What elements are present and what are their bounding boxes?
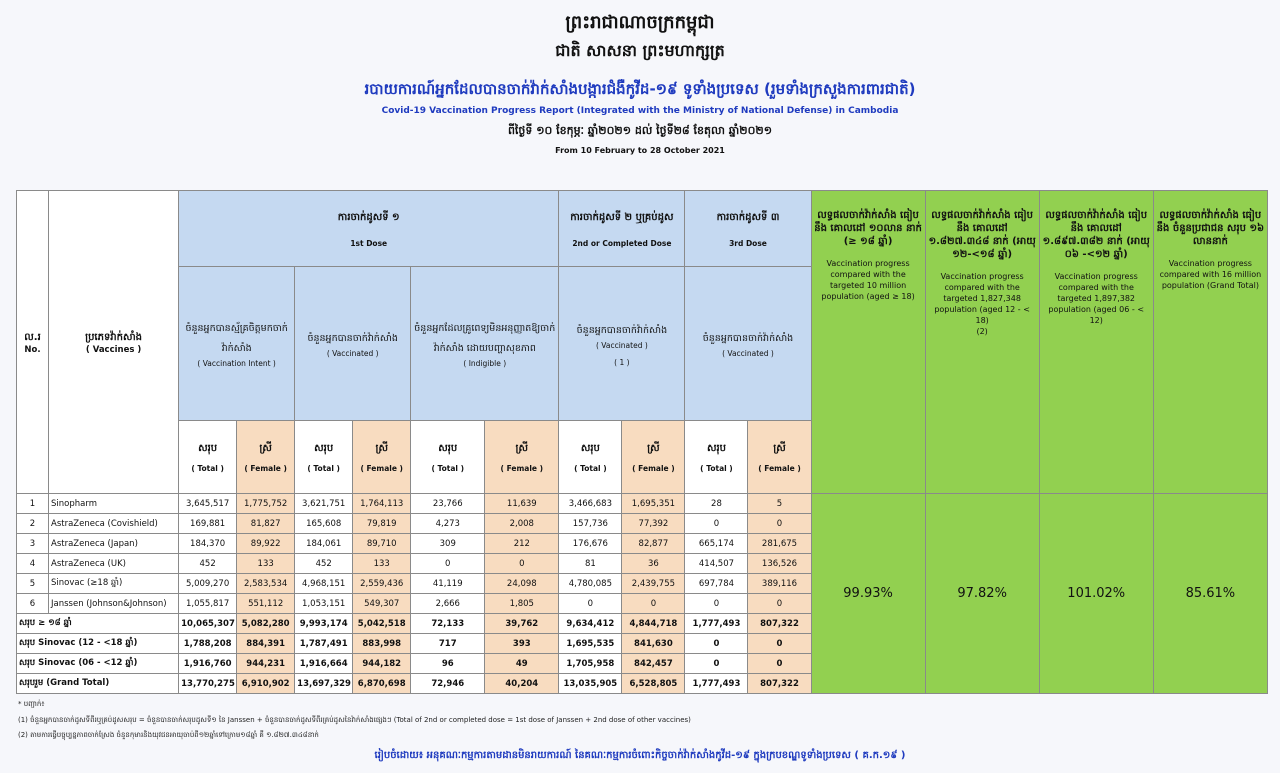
total-cell: 1,777,493 bbox=[685, 614, 748, 634]
intent-header: ចំនួនអ្នកបានស្ម័គ្រចិត្តមកចាក់វ៉ាក់សាំង ( Vaccination Intent ) bbox=[179, 267, 295, 421]
female-cell: 393 bbox=[485, 634, 559, 654]
female-cell: 841,630 bbox=[622, 634, 685, 654]
total-cell: 72,133 bbox=[411, 614, 485, 634]
total-cell: 1,705,958 bbox=[559, 654, 622, 674]
total-cell: 2,666 bbox=[411, 594, 485, 614]
total-cell: 665,174 bbox=[685, 534, 748, 554]
total-col-header: សរុប ( Total ) bbox=[179, 421, 237, 494]
female-cell: 40,204 bbox=[485, 674, 559, 694]
total-cell: 1,695,535 bbox=[559, 634, 622, 654]
total-cell: 1,916,760 bbox=[179, 654, 237, 674]
female-col-header: ស្រី ( Female ) bbox=[353, 421, 411, 494]
dose2-header: ការចាក់ដូសទី ២ ឬគ្រប់ដូស 2nd or Completed Dose bbox=[559, 191, 685, 267]
row-number: 4 bbox=[17, 554, 49, 574]
female-cell: 807,322 bbox=[748, 674, 811, 694]
footnote-1: (1) ចំនួនអ្នកបានចាក់ដូសទីពីរឬគ្រប់ដូសសរុប = ចំនួនបានចាក់សរុបដូសទី១ នៃ Janssen + ចំនួនបានចាក់ដូសទីពីរគ្រប់ដូសនៃវ៉ាក់សាំងផ្សេងៗ (Total of 2nd or completed dose = 1st dose of Janssen + 2nd dose of other vaccines) bbox=[18, 716, 691, 724]
female-cell: 81,827 bbox=[237, 514, 295, 534]
female-cell: 551,112 bbox=[237, 594, 295, 614]
female-cell: 89,922 bbox=[237, 534, 295, 554]
female-cell: 5,042,518 bbox=[353, 614, 411, 634]
total-cell: 309 bbox=[411, 534, 485, 554]
report-title-kh: របាយការណ៍អ្នកដែលបានចាក់វ៉ាក់សាំងបង្ការជំងឺកូវីដ-១៩ ទូទាំងប្រទេស (រួមទាំងក្រសួងការពារជាតិ) bbox=[364, 80, 916, 98]
female-col-header: ស្រី ( Female ) bbox=[237, 421, 295, 494]
row-number: 5 bbox=[17, 574, 49, 594]
female-cell: 6,528,805 bbox=[622, 674, 685, 694]
female-col-header: ស្រី ( Female ) bbox=[748, 421, 811, 494]
total-label: សរុប Sinovac (06 - <12 ឆ្នាំ) bbox=[17, 654, 179, 674]
total-cell: 4,780,085 bbox=[559, 574, 622, 594]
female-cell: 1,805 bbox=[485, 594, 559, 614]
total-cell: 0 bbox=[685, 634, 748, 654]
female-cell: 24,098 bbox=[485, 574, 559, 594]
total-cell: 169,881 bbox=[179, 514, 237, 534]
female-cell: 0 bbox=[485, 554, 559, 574]
dose1-header: ការចាក់ដូសទី ១ 1st Dose bbox=[179, 191, 559, 267]
total-col-header: សរុប ( Total ) bbox=[559, 421, 622, 494]
footnote-title: * បញ្ជាក់៖ bbox=[18, 700, 45, 708]
vaccine-name: AstraZeneca (UK) bbox=[49, 554, 179, 574]
vaccine-name: Sinovac (≥18 ឆ្នាំ) bbox=[49, 574, 179, 594]
total-cell: 3,621,751 bbox=[295, 494, 353, 514]
female-cell: 1,695,351 bbox=[622, 494, 685, 514]
report-title-en: Covid-19 Vaccination Progress Report (Integrated with the Ministry of National Defense) in Cambodia bbox=[381, 106, 899, 116]
total-cell: 184,061 bbox=[295, 534, 353, 554]
prepared-by: រៀបចំដោយ៖ អនុគណៈកម្មការតាមដានមិនរាយការណ៍ នៃគណៈកម្មការចំពោះកិច្ចចាក់វ៉ាក់សាំងកូវីដ-១៩ ក្នុងក្របខណ្ឌទូទាំងប្រទេស ( គ.ក.១៩ ) bbox=[374, 750, 906, 761]
female-cell: 0 bbox=[748, 654, 811, 674]
female-cell: 0 bbox=[748, 514, 811, 534]
progress-percent-4: 85.61% bbox=[1153, 494, 1267, 694]
total-cell: 697,784 bbox=[685, 574, 748, 594]
total-cell: 176,676 bbox=[559, 534, 622, 554]
female-cell: 6,870,698 bbox=[353, 674, 411, 694]
female-cell: 11,639 bbox=[485, 494, 559, 514]
female-cell: 4,844,718 bbox=[622, 614, 685, 634]
vaccination-table bbox=[16, 190, 1268, 694]
total-cell: 9,993,174 bbox=[295, 614, 353, 634]
total-label: សរុប Sinovac (12 - <18 ឆ្នាំ) bbox=[17, 634, 179, 654]
total-cell: 13,035,905 bbox=[559, 674, 622, 694]
female-cell: 0 bbox=[748, 594, 811, 614]
female-cell: 82,877 bbox=[622, 534, 685, 554]
total-cell: 81 bbox=[559, 554, 622, 574]
row-number: 6 bbox=[17, 594, 49, 614]
total-cell: 452 bbox=[295, 554, 353, 574]
female-cell: 1,775,752 bbox=[237, 494, 295, 514]
date-range-en: From 10 February to 28 October 2021 bbox=[555, 146, 725, 155]
female-cell: 133 bbox=[353, 554, 411, 574]
row-number: 3 bbox=[17, 534, 49, 554]
total-cell: 3,466,683 bbox=[559, 494, 622, 514]
total-cell: 72,946 bbox=[411, 674, 485, 694]
female-cell: 79,819 bbox=[353, 514, 411, 534]
dose3-header: ការចាក់ដូសទី ៣ 3rd Dose bbox=[685, 191, 811, 267]
female-cell: 1,764,113 bbox=[353, 494, 411, 514]
kingdom-title: ព្រះរាជាណាចក្រកម្ពុជា bbox=[565, 12, 715, 33]
total-cell: 165,608 bbox=[295, 514, 353, 534]
indigible-header: ចំនួនអ្នកដែលគ្រូពេទ្យមិនអនុញ្ញាតឱ្យចាក់វ៉ាក់សាំង ដោយបញ្ហាសុខភាព ( Indigible ) bbox=[411, 267, 559, 421]
total-cell: 96 bbox=[411, 654, 485, 674]
female-cell: 281,675 bbox=[748, 534, 811, 554]
progress-6-12-header: លទ្ធផលចាក់វ៉ាក់សាំង ធៀបនឹង គោលដៅ ១.៨៩៧.៣៨២ នាក់ (អាយុ ០៦ -<១២ ឆ្នាំ) Vaccination progress compared with the targeted 1,897,382 population (aged 06 - < 12) bbox=[1039, 191, 1153, 494]
total-cell: 0 bbox=[685, 594, 748, 614]
female-cell: 6,910,902 bbox=[237, 674, 295, 694]
female-cell: 89,710 bbox=[353, 534, 411, 554]
total-cell: 0 bbox=[685, 514, 748, 534]
female-cell: 136,526 bbox=[748, 554, 811, 574]
total-cell: 5,009,270 bbox=[179, 574, 237, 594]
female-cell: 549,307 bbox=[353, 594, 411, 614]
progress-percent-3: 101.02% bbox=[1039, 494, 1153, 694]
total-cell: 4,273 bbox=[411, 514, 485, 534]
female-cell: 2,439,755 bbox=[622, 574, 685, 594]
female-col-header: ស្រី ( Female ) bbox=[622, 421, 685, 494]
total-cell: 10,065,307 bbox=[179, 614, 237, 634]
female-cell: 77,392 bbox=[622, 514, 685, 534]
female-cell: 807,322 bbox=[748, 614, 811, 634]
vaccine-name: Janssen (Johnson&Johnson) bbox=[49, 594, 179, 614]
total-cell: 9,634,412 bbox=[559, 614, 622, 634]
total-cell: 41,119 bbox=[411, 574, 485, 594]
female-cell: 842,457 bbox=[622, 654, 685, 674]
female-col-header: ស្រី ( Female ) bbox=[485, 421, 559, 494]
vaccine-name: AstraZeneca (Japan) bbox=[49, 534, 179, 554]
total-cell: 157,736 bbox=[559, 514, 622, 534]
female-cell: 883,998 bbox=[353, 634, 411, 654]
total-cell: 0 bbox=[685, 654, 748, 674]
total-cell: 1,916,664 bbox=[295, 654, 353, 674]
total-cell: 1,787,491 bbox=[295, 634, 353, 654]
total-cell: 1,053,151 bbox=[295, 594, 353, 614]
female-cell: 389,116 bbox=[748, 574, 811, 594]
female-cell: 2,583,534 bbox=[237, 574, 295, 594]
vaccines-header: ប្រភេទវ៉ាក់សាំង ( Vaccines ) bbox=[49, 191, 179, 494]
female-cell: 0 bbox=[622, 594, 685, 614]
total-label: សរុបរួម (Grand Total) bbox=[17, 674, 179, 694]
total-col-header: សរុប ( Total ) bbox=[295, 421, 353, 494]
date-range-kh: ពីថ្ងៃទី ១០ ខែកុម្ភៈ ឆ្នាំ២០២១ ដល់ ថ្ងៃទី២៨ ខែតុលា ឆ្នាំ២០២១ bbox=[507, 124, 773, 137]
progress-percent-2: 97.82% bbox=[925, 494, 1039, 694]
total-cell: 3,645,517 bbox=[179, 494, 237, 514]
female-cell: 39,762 bbox=[485, 614, 559, 634]
progress-12-18-header: លទ្ធផលចាក់វ៉ាក់សាំង ធៀបនឹង គោលដៅ ១.៨២៧.៣៤៨ នាក់ (អាយុ ១២-<១៨ ឆ្នាំ) Vaccination progress compared with the targeted 1,827,348 population (aged 12 - < 18) (2) bbox=[925, 191, 1039, 494]
row-number: 2 bbox=[17, 514, 49, 534]
progress-16m-header: លទ្ធផលចាក់វ៉ាក់សាំង ធៀបនឹង ចំនួនប្រជាជន សរុប ១៦ លាននាក់ Vaccination progress compared with 16 million population (Grand Total) bbox=[1153, 191, 1267, 494]
total-cell: 717 bbox=[411, 634, 485, 654]
row-number: 1 bbox=[17, 494, 49, 514]
total-cell: 13,697,329 bbox=[295, 674, 353, 694]
female-cell: 49 bbox=[485, 654, 559, 674]
total-cell: 0 bbox=[559, 594, 622, 614]
female-cell: 5,082,280 bbox=[237, 614, 295, 634]
female-cell: 133 bbox=[237, 554, 295, 574]
total-col-header: សរុប ( Total ) bbox=[411, 421, 485, 494]
total-cell: 23,766 bbox=[411, 494, 485, 514]
total-cell: 1,055,817 bbox=[179, 594, 237, 614]
total-cell: 452 bbox=[179, 554, 237, 574]
vaccine-name: AstraZeneca (Covishield) bbox=[49, 514, 179, 534]
total-cell: 1,788,208 bbox=[179, 634, 237, 654]
progress-percent-1: 99.93% bbox=[811, 494, 925, 694]
no-header: ល.រ No. bbox=[17, 191, 49, 494]
total-cell: 1,777,493 bbox=[685, 674, 748, 694]
total-label: សរុប ≥ ១៨ ឆ្នាំ bbox=[17, 614, 179, 634]
total-cell: 4,968,151 bbox=[295, 574, 353, 594]
female-cell: 2,008 bbox=[485, 514, 559, 534]
total-cell: 28 bbox=[685, 494, 748, 514]
motto: ជាតិ សាសនា ព្រះមហាក្សត្រ bbox=[555, 41, 725, 60]
progress-10m-header: លទ្ធផលចាក់វ៉ាក់សាំង ធៀបនឹង គោលដៅ ១០លាន នាក់ (≥ ១៨ ឆ្នាំ) Vaccination progress compared with the targeted 10 million population (aged ≥ 18) bbox=[811, 191, 925, 494]
footnote-2: (2) តាមការធ្វើបច្ចុប្បន្នភាពចាក់ស្រែង ចំនួនកុមារនិងយុវជនអាយុចាប់ពី១២ឆ្នាំទៅក្រោម១៨ឆ្នាំ គឺ ១.៨២៧.៣៤៨នាក់ bbox=[18, 731, 319, 739]
female-cell: 944,231 bbox=[237, 654, 295, 674]
female-cell: 0 bbox=[748, 634, 811, 654]
total-cell: 184,370 bbox=[179, 534, 237, 554]
total-cell: 0 bbox=[411, 554, 485, 574]
table-row bbox=[17, 494, 1268, 514]
female-cell: 212 bbox=[485, 534, 559, 554]
female-cell: 944,182 bbox=[353, 654, 411, 674]
vaccine-name: Sinopharm bbox=[49, 494, 179, 514]
female-cell: 884,391 bbox=[237, 634, 295, 654]
total-cell: 13,770,275 bbox=[179, 674, 237, 694]
dose2-vaccinated-header: ចំនួនអ្នកបានចាក់វ៉ាក់សាំង ( Vaccinated ) ( 1 ) bbox=[559, 267, 685, 421]
total-col-header: សរុប ( Total ) bbox=[685, 421, 748, 494]
female-cell: 36 bbox=[622, 554, 685, 574]
female-cell: 5 bbox=[748, 494, 811, 514]
vaccinated-header: ចំនួនអ្នកបានចាក់វ៉ាក់សាំង ( Vaccinated ) bbox=[295, 267, 411, 421]
female-cell: 2,559,436 bbox=[353, 574, 411, 594]
total-cell: 414,507 bbox=[685, 554, 748, 574]
dose3-vaccinated-header: ចំនួនអ្នកបានចាក់វ៉ាក់សាំង ( Vaccinated ) bbox=[685, 267, 811, 421]
